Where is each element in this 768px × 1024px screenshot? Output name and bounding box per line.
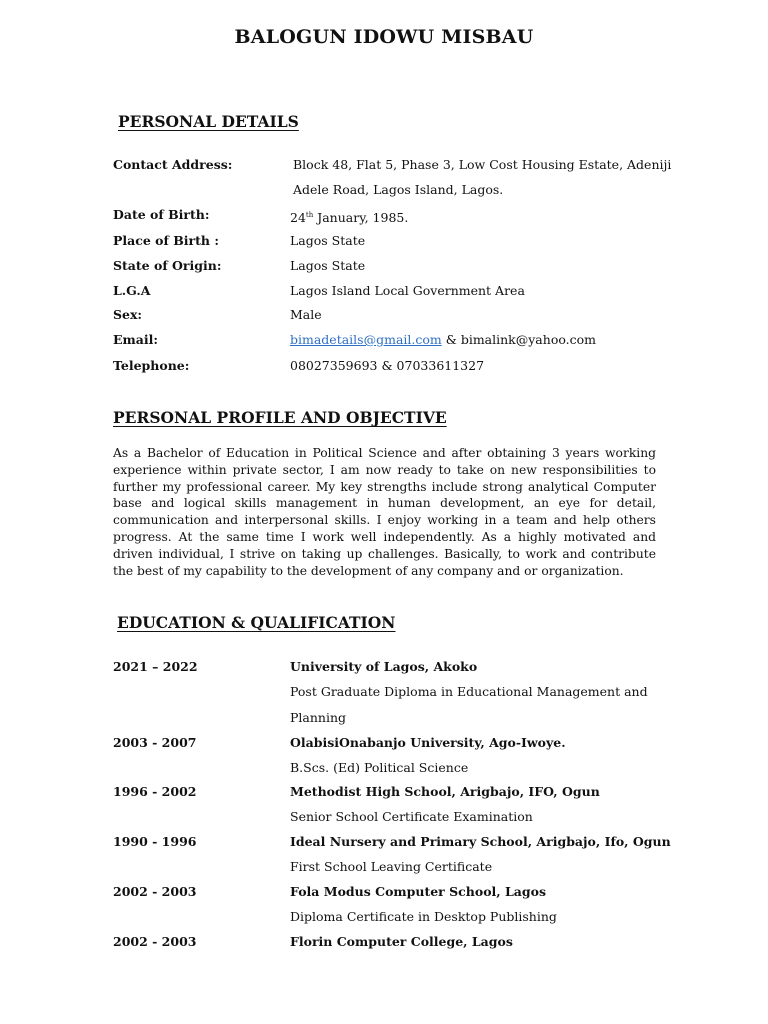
education-qualification: Diploma Certificate in Desktop Publishing [290,909,557,924]
education-entry-1-qual [113,682,673,702]
education-entry-5 [113,882,673,902]
dob-suffix: th [305,211,314,219]
lga-row [113,281,673,301]
dob-row [113,205,673,225]
contact-address-row-2 [113,180,673,200]
education-entry-3-qual [113,807,673,827]
contact-address-line2: Adele Road, Lagos Island, Lagos. [293,182,504,197]
pob-value: Lagos State [290,233,366,248]
education-entry-1-qual-2 [113,708,673,728]
education-qualification: B.Scs. (Ed) Political Science [290,760,469,775]
state-of-origin-label: State of Origin: [113,258,222,273]
profile-paragraph: As a Bachelor of Education in Political Science and after obtaining 3 years working experience within private sector, I am now ready to take on new responsibilities to further my professional career. My key strengths include strong analytical Computer base and logical skills management in human development, an eye for detail, communication and interpersonal skills. I enjoy working in a team and help others progress. At the same time I work well independently. As a highly motivated and driven individual, I strive on taking up challenges. Basically, to work and contribute the best of my capability to the development of any company and or organization. [113,446,656,578]
education-school: Ideal Nursery and Primary School, Arigbajo, Ifo, Ogun [290,834,671,849]
sex-row [113,305,673,325]
education-qualification: Post Graduate Diploma in Educational Management and [290,684,648,699]
education-years: 2021 – 2022 [113,659,198,674]
education-entry-1 [113,657,673,677]
contact-address-line1: Block 48, Flat 5, Phase 3, Low Cost Housing Estate, Adeniji [293,157,672,172]
sex-label: Sex: [113,307,143,322]
education-school: Fola Modus Computer School, Lagos [290,884,546,899]
dob-label: Date of Birth: [113,207,210,222]
telephone-label: Telephone: [113,358,190,373]
email-link[interactable]: bimadetails@gmail.com [290,332,442,347]
lga-value: Lagos Island Local Government Area [290,283,525,298]
state-of-origin-value: Lagos State [290,258,366,273]
lga-label: L.G.A [113,283,151,298]
applicant-name: BALOGUN IDOWU MISBAU [234,26,534,48]
telephone-value: 08027359693 & 07033611327 [290,358,485,373]
email-secondary: & bimalink@yahoo.com [441,332,596,347]
education-years: 1996 - 2002 [113,784,197,799]
education-entry-3 [113,782,673,802]
education-entry-4 [113,832,673,852]
education-school: OlabisiOnabanjo University, Ago-Iwoye. [290,735,566,750]
education-entry-5-qual [113,907,673,927]
education-school: University of Lagos, Akoko [290,659,478,674]
pob-row [113,231,673,251]
dob-day: 24 [290,210,306,226]
education-heading: EDUCATION & QUALIFICATION [117,613,396,632]
education-years: 2002 - 2003 [113,884,197,899]
sex-value: Male [290,307,322,322]
education-years: 2002 - 2003 [113,934,197,949]
education-school: Methodist High School, Arigbajo, IFO, Ogun [290,784,600,799]
contact-address-label: Contact Address: [113,157,233,172]
email-row [113,330,673,350]
telephone-row [113,356,673,376]
email-label: Email: [113,332,158,347]
education-school: Florin Computer College, Lagos [290,934,513,949]
education-years: 2003 - 2007 [113,735,197,750]
contact-address-row [113,155,673,175]
profile-heading: PERSONAL PROFILE AND OBJECTIVE [113,408,447,427]
email-value [290,330,596,350]
education-qualification: Senior School Certificate Examination [290,809,533,824]
pob-label: Place of Birth : [113,233,219,248]
education-qualification: First School Leaving Certificate [290,859,493,874]
education-entry-2 [113,733,673,753]
education-entry-2-qual [113,758,673,778]
dob-value [290,205,408,228]
education-entry-6 [113,932,673,952]
education-entry-4-qual [113,857,673,877]
education-years: 1990 - 1996 [113,834,197,849]
education-qualification-cont: Planning [290,710,347,725]
dob-rest: January, 1985. [313,210,409,226]
state-of-origin-row [113,256,673,276]
personal-details-heading: PERSONAL DETAILS [118,112,299,131]
